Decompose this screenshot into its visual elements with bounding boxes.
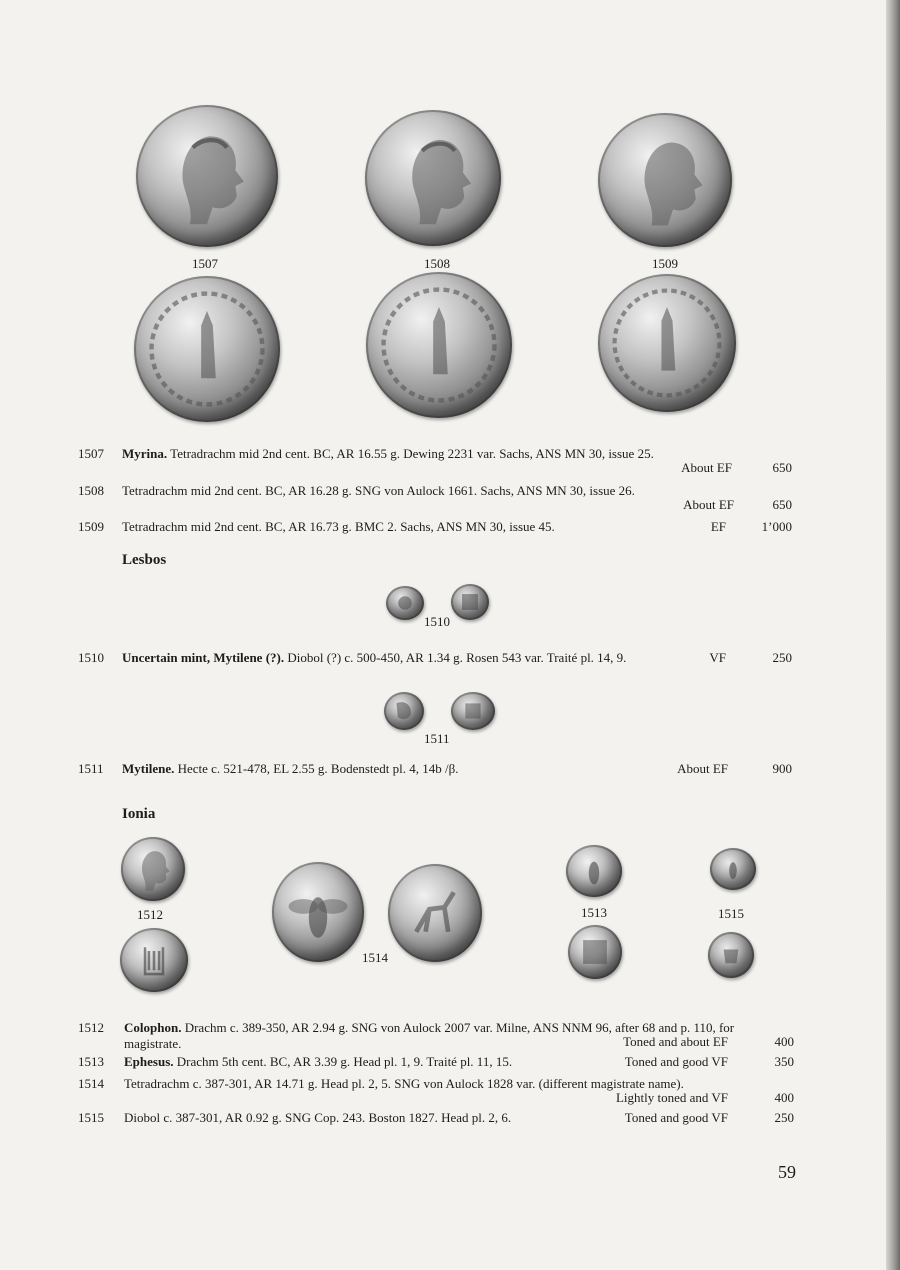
coin-label-1511: 1511: [424, 731, 450, 746]
coin-1507-reverse: [134, 276, 280, 422]
coin-1509-obverse: [598, 113, 732, 247]
lot-number-1509: 1509: [78, 519, 104, 534]
coin-1513-obverse: [566, 845, 622, 897]
lot-description-1510: [122, 650, 682, 666]
lot-grade-1512: Toned and about EF: [623, 1034, 728, 1049]
lot-number-1508: 1508: [78, 483, 104, 498]
lot-text-1507: Tetradrachm mid 2nd cent. BC, AR 16.55 g. Dewing 2231 var. Sachs, ANS MN 30, issue 25.: [167, 446, 654, 461]
coin-1508-obverse: [365, 110, 501, 246]
coin-label-1507: 1507: [192, 256, 218, 271]
lot-description-1512-line2: magistrate.: [124, 1036, 182, 1051]
lot-grade-1509: EF: [710, 519, 726, 534]
lot-text-1511: Hecte c. 521-478, EL 2.55 g. Bodenstedt pl. 4, 14b /β.: [174, 761, 459, 776]
lot-price-1514: 400: [774, 1090, 794, 1105]
lot-description-1514: Tetradrachm c. 387-301, AR 14.71 g. Head pl. 2, 5. SNG von Aulock 1828 var. (different magistrate name).: [124, 1076, 684, 1091]
lot-number-1514: 1514: [78, 1076, 104, 1091]
coin-1507-obverse: [136, 105, 278, 247]
lot-price-1509: 1’000: [761, 519, 792, 534]
coin-label-1513: 1513: [581, 905, 607, 920]
lot-mint-1511: Mytilene.: [122, 761, 175, 776]
lot-mint-1513: Ephesus.: [124, 1054, 174, 1069]
coin-1511-reverse: [451, 692, 495, 730]
coin-1508-reverse: [366, 272, 512, 418]
lot-number-1510: 1510: [78, 650, 104, 665]
lot-number-1515: 1515: [78, 1110, 104, 1125]
coin-1512-obverse: [121, 837, 185, 901]
section-heading-lesbos: Lesbos: [122, 552, 167, 568]
lot-description-1513: [124, 1054, 604, 1070]
lot-grade-1508: About EF: [683, 497, 734, 512]
lot-mint-1512: Colophon.: [124, 1020, 182, 1035]
coin-1509-reverse: [598, 274, 736, 412]
coin-label-1515: 1515: [718, 906, 744, 921]
lot-grade-1515: Toned and good VF: [624, 1110, 728, 1125]
lot-number-1511: 1511: [78, 761, 104, 776]
lot-number-1513: 1513: [78, 1054, 104, 1069]
lot-price-1507: 650: [772, 460, 792, 475]
coin-1512-reverse: [120, 928, 188, 992]
lot-text-1512: Drachm c. 389-350, AR 2.94 g. SNG von Aulock 2007 var. Milne, ANS NNM 96, after 68 and p. 110, for: [181, 1020, 735, 1035]
coin-1510-reverse: [451, 584, 489, 620]
lot-number-1507: 1507: [78, 446, 104, 461]
coin-1511-obverse: [384, 692, 424, 730]
lot-grade-1514: Lightly toned and VF: [615, 1090, 728, 1105]
lot-price-1508: 650: [772, 497, 792, 512]
coin-1515-obverse: [710, 848, 756, 890]
coin-label-1510: 1510: [424, 614, 450, 629]
lot-mint-1510: Uncertain mint, Mytilene (?).: [122, 650, 285, 665]
lot-price-1513: 350: [774, 1054, 794, 1069]
lot-text-1513: Drachm 5th cent. BC, AR 3.39 g. Head pl. 1, 9. Traité pl. 11, 15.: [173, 1054, 513, 1069]
lot-description-1511: [122, 761, 662, 777]
lot-text-1510: Diobol (?) c. 500-450, AR 1.34 g. Rosen 543 var. Traité pl. 14, 9.: [284, 650, 627, 665]
coin-label-1509: 1509: [652, 256, 678, 271]
lot-grade-1513: Toned and good VF: [624, 1054, 728, 1069]
lot-price-1512: 400: [774, 1034, 794, 1049]
lot-price-1511: 900: [772, 761, 792, 776]
lot-description-1508: Tetradrachm mid 2nd cent. BC, AR 16.28 g. SNG von Aulock 1661. Sachs, ANS MN 30, issue 26.: [122, 483, 635, 498]
lot-price-1510: 250: [772, 650, 792, 665]
lot-grade-1507: About EF: [681, 460, 732, 475]
book-spine-shadow: [886, 0, 900, 1270]
lot-number-1512: 1512: [78, 1020, 104, 1035]
coin-1515-reverse: [708, 932, 754, 978]
section-heading-ionia: Ionia: [122, 806, 156, 822]
lot-price-1515: 250: [774, 1110, 794, 1125]
lot-grade-1510: VF: [709, 650, 726, 665]
coin-1514-obverse: [272, 862, 364, 962]
coin-label-1508: 1508: [424, 256, 450, 271]
coin-1513-reverse: [568, 925, 622, 979]
lot-grade-1511: About EF: [677, 761, 728, 776]
lot-description-1509: Tetradrachm mid 2nd cent. BC, AR 16.73 g. BMC 2. Sachs, ANS MN 30, issue 45.: [122, 519, 555, 534]
coin-1510-obverse: [386, 586, 424, 620]
lot-description-1515: Diobol c. 387-301, AR 0.92 g. SNG Cop. 243. Boston 1827. Head pl. 2, 6.: [124, 1110, 512, 1125]
coin-1514-reverse: [388, 864, 482, 962]
coin-label-1514: 1514: [362, 950, 388, 965]
coin-label-1512: 1512: [137, 907, 163, 922]
page-number: 59: [778, 1162, 796, 1182]
lot-mint-1507: Myrina.: [122, 446, 168, 461]
